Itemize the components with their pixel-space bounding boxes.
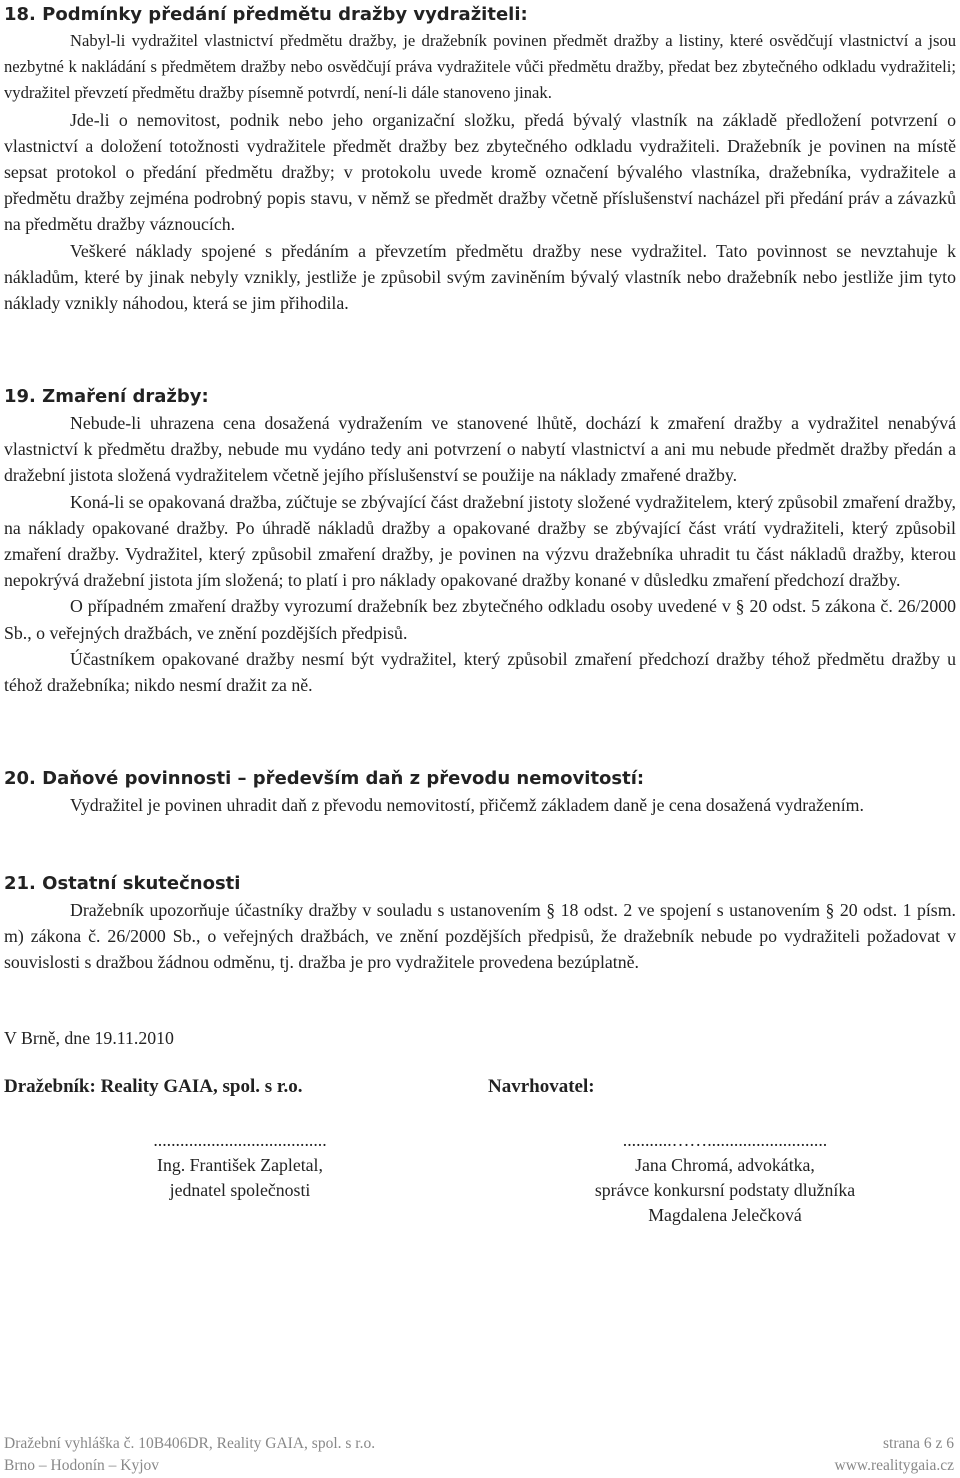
section-21-paragraph-1: Dražebník upozorňuje účastníky dražby v souladu s ustanovením § 18 odst. 2 ve spojení s ustanovením § 20 odst. 1 písm. m) zákona č. 26/2000 Sb., o veřejných dražbách, ve znění pozdějších předpisů, že dražebník nebude po vydražiteli požadovat v souvislosti s dražbou žádnou odměnu, tj. dražba je pro vydražitele provedena bezúplatně. [4,900,956,973]
section-20 [4,768,956,818]
proposer-heading: Navrhovatel: [488,1076,595,1097]
footer-left [4,1433,375,1477]
section-21-heading: 21. Ostatní skutečnosti [4,873,241,894]
section-19-paragraph-4: Účastníkem opakované dražby nesmí být vydražitel, který způsobil zmaření předchozí dražby téhož předmětu dražby u téhož dražebníka; nikdo nesmí dražit za ně. [4,648,956,696]
auctioneer-role: jednatel společnosti [169,1180,311,1200]
proposer-role: správce konkursní podstaty dlužníka [594,1180,856,1200]
section-18-heading: 18. Podmínky předání předmětu dražby vydražiteli: [4,4,528,25]
section-19-paragraph-1: Nebude-li uhrazena cena dosažená vydražením ve stanovené lhůtě, dochází k zmaření dražby a vydražitel nenabývá vlastnictví k předmětu dražby, nebude mu vydáno tedy ani potvrzení o nabytí vlastnictví a ani mu nebude předmět dražby předán a dražební jistota složená vydražitelem včetně jejího příslušenství se použije na náklady zmařené dražby. [4,413,956,486]
section-20-heading: 20. Daňové povinnosti – především daň z převodu nemovitostí: [4,768,645,789]
section-18-paragraph-3: Veškeré náklady spojené s předáním a převzetím předmětu dražby nese vydražitel. Tato povinnost se nevztahuje k nákladům, které by jinak nebyly vznikly, jestliže je způsobil svým zaviněním bývalý vlastník nebo dražebník nebo jestliže jim tyto náklady vznikly náhodou, která se jim přihodila. [4,240,956,314]
footer-right [835,1433,955,1477]
section-20-paragraph-1: Vydražitel je povinen uhradit daň z převodu nemovitostí, přičemž základem daně je cena dosažená vydražením. [70,795,864,815]
footer-document-ref: Dražební vyhláška č. 10B406DR, Reality GAIA, spol. s r.o. [4,1435,376,1452]
footer-website: www.realitygaia.cz [834,1457,954,1474]
auctioneer-heading: Dražebník: Reality GAIA, spol. s r.o. [4,1076,303,1097]
proposer-signature-block [540,1128,910,1228]
section-19 [4,386,956,698]
section-18 [4,4,956,316]
place-date: V Brně, dne 19.11.2010 [4,1028,174,1048]
section-18-paragraph-1: Nabyl-li vydražitel vlastnictví předmětu dražby, je dražebník povinen předmět dražby a listiny, které osvědčují vlastnictví a jsou nezbytné k nakládání s předmětem dražby nebo osvědčují práva vydražitele vůči předmětu dražby, předat bez zbytečného odkladu vydražiteli; vydražitel převzetí předmětu dražby písemně potvrdí, není-li dále stanoveno jinak. [4,31,956,103]
auctioneer-signature-line: ....................................... [153,1130,327,1150]
auctioneer-name: Ing. František Zapletal, [157,1155,323,1175]
proposer-name: Jana Chromá, advokátka, [635,1155,815,1175]
section-19-paragraph-2: Koná-li se opakovaná dražba, zúčtuje se zbývající část dražební jistoty složené vydražitelem, který způsobil zmaření dražby, na náklady opakované dražby. Po úhradě nákladů dražby a opakované dražby se zbývající část vrátí vydražiteli, který způsobil zmaření dražby. Vydražitel, který způsobil zmaření dražby, je povinen na výzvu dražebníka uhradit tu část nákladů dražby, kterou nepokrývá dražební jistota jím složená; to platí i pro náklady opakované dražby konané v důsledku zmaření předchozí dražby. [4,491,956,591]
section-19-heading: 19. Zmaření dražby: [4,386,209,407]
debtor-name: Magdalena Jelečková [648,1205,802,1225]
section-19-paragraph-3: O případném zmaření dražby vyrozumí dražebník bez zbytečného odkladu osoby uvedené v § 20 odst. 5 zákona č. 26/2000 Sb., o veřejných dražbách, ve znění pozdějších předpisů. [4,596,956,643]
footer-page-number: strana 6 z 6 [882,1435,954,1452]
section-21 [4,873,956,976]
footer-offices: Brno – Hodonín – Kyjov [4,1457,159,1474]
section-18-paragraph-2: Jde-li o nemovitost, podnik nebo jeho organizační složku, předá bývalý vlastník na základě předložení potvrzení o vlastnictví a doložení totožnosti vydražitele předmět dražby bez zbytečného odkladu vydražiteli. Dražebník je povinen na místě sepsat protokol o předání předmětu dražby; v protokolu uvede kromě označení bývalého vlastníka, dražebníka, vydražitele a předmětu dražby zejména podrobný popis stavu, v němž se předmět dražby včetně příslušenství nacházel při předání práv a závazků na předmětu dražby váznoucích. [4,109,956,235]
auctioneer-signature-block [100,1128,380,1203]
proposer-signature-line: ...........……........................... [622,1130,828,1150]
